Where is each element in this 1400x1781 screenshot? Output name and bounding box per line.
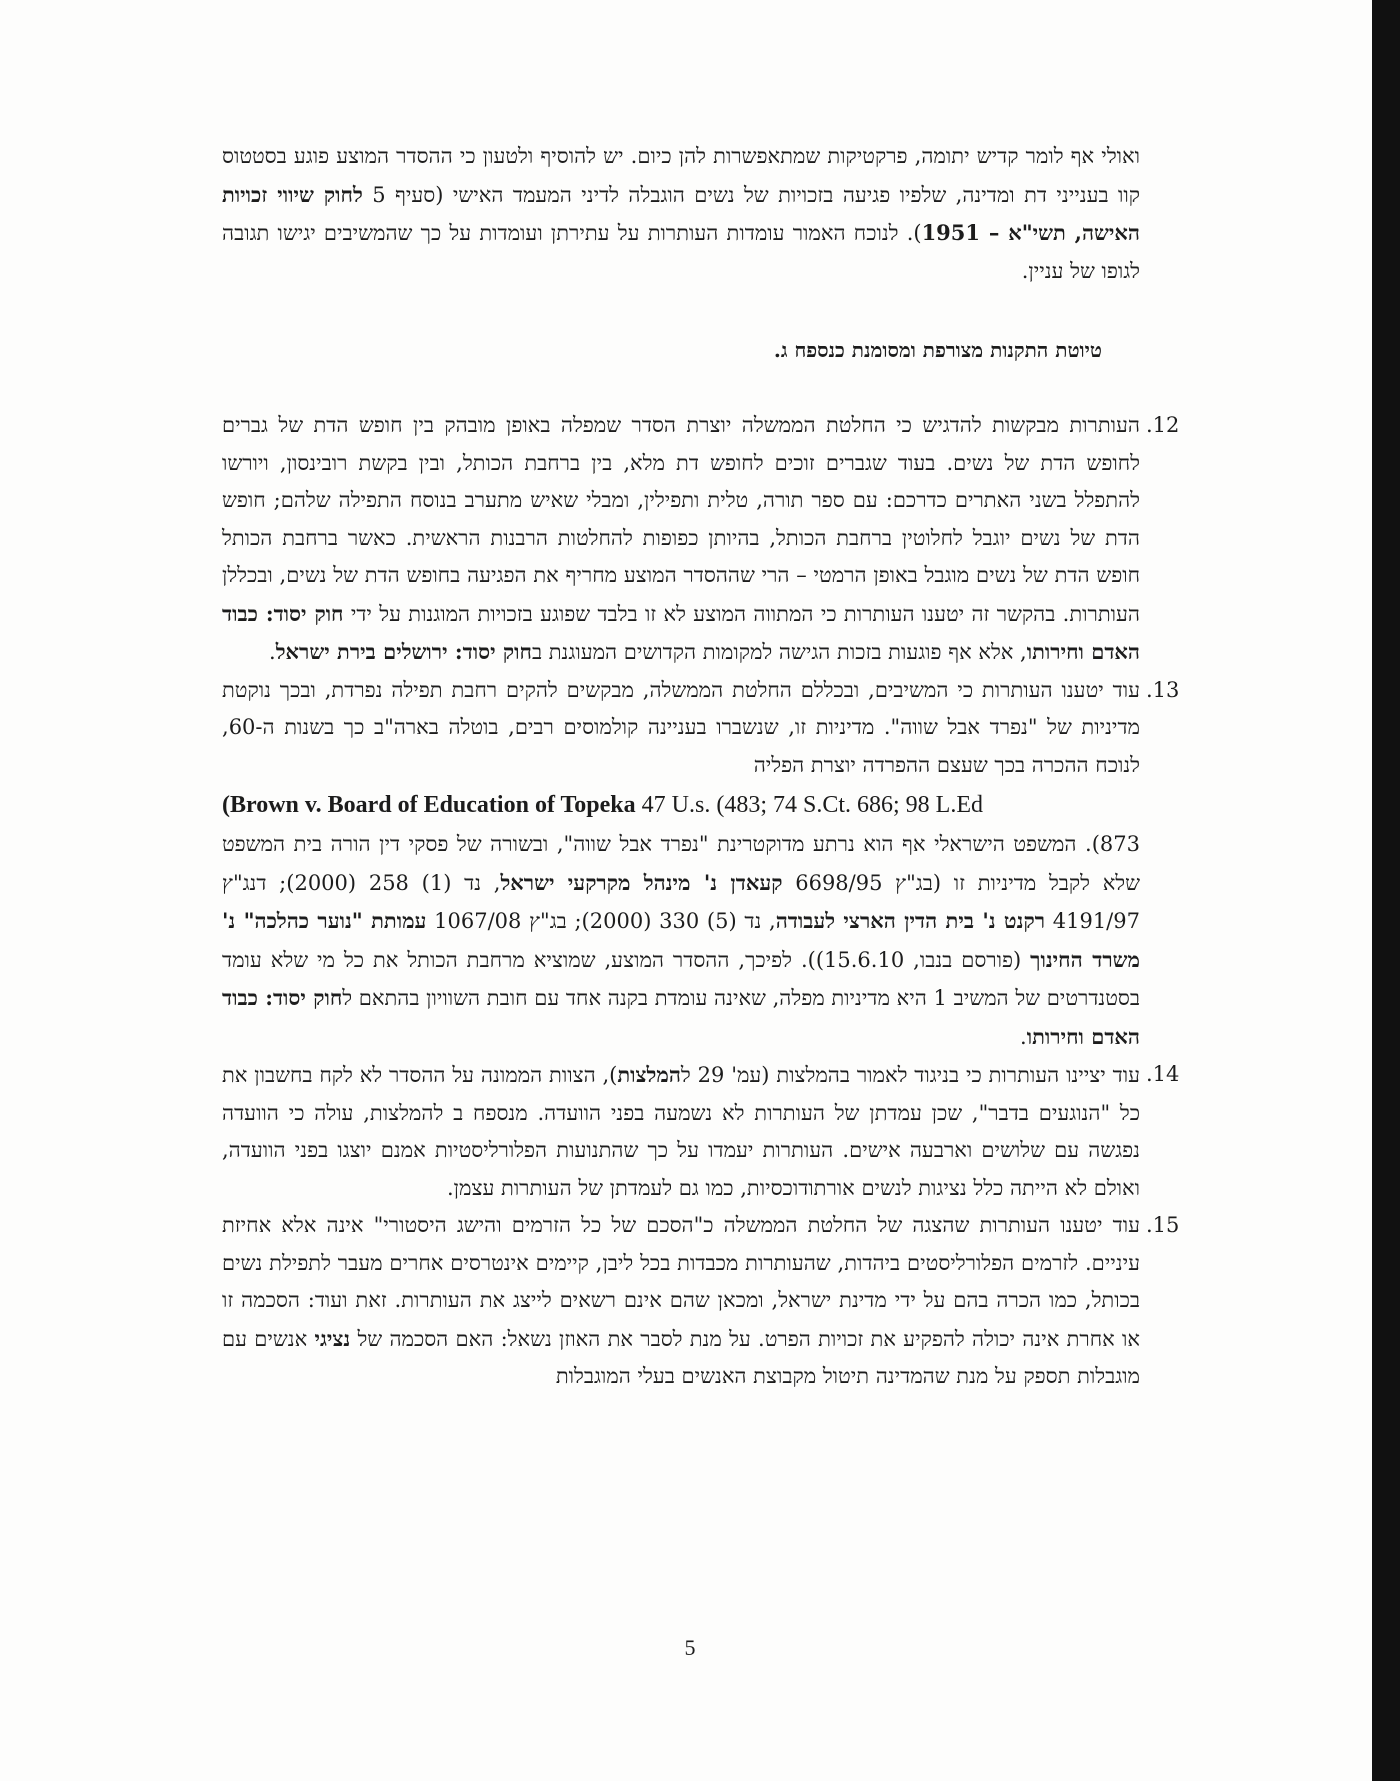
- paragraph-body: [222, 1207, 1140, 1396]
- paragraph-text: עוד יטענו העותרות שהצגה של החלטת הממשלה כ"הסכם של כל הזרמים והישג היסטורי" אינה אלא אחיזת עיניים. לזרמים הפלורליסטים ביהדות, שהעותרות מכבדות בכל ליבן, קיימים אינטרסים אחרים מעבר לתפילת נשים בכותל, כמו הכרה בהם על ידי מדינת ישראל, ומכאן שהם אינם רשאים לייצג את העותרות. זאת ועוד: הסכמה זו או אחרת אינה יכולה להפקיע את זכויות הפרט. על מנת לסבר את האוזן נשאל: האם הסכמה של: [222, 1213, 1140, 1351]
- paragraph-text: העותרות מבקשות להדגיש כי החלטת הממשלה יוצרת הסדר שמפלה באופן מובהק בין חופש הדת של גברים לחופש הדת של נשים. בעוד שגברים זוכים לחופש דת מלא, בין ברחבת הכותל, ובין בקשת רובינסון, ויורשו להתפלל בשני האתרים כדרכם: עם ספר תורה, טלית ותפילין, ומבלי שאיש מתערב בנוסח התפילה שלהם; חופש הדת של נשים יוגבל לחלוטין ברחבת הכותל, בהיותן כפופות להחלטות הרבנות הראשית. כאשר ברחבת הכותל חופש הדת של נשים מוגבל באופן הרמטי – הרי שההסדר המוצע מחריף את הפגיעה בחופש הדת של נשים, ובכללן העותרות. בהקשר זה יטענו העותרות כי המתווה המוצע לא זו בלבד שפוגע בזכויות המוגנות על ידי: [222, 413, 1140, 626]
- paragraph-13: [222, 672, 1180, 1057]
- case-name: קעאדן נ' מינהל מקרקעי ישראל: [500, 869, 783, 895]
- case-citation-reference: 47 U.s. (483; 74 S.Ct. 686; 98 L.Ed: [635, 792, 983, 818]
- paragraph-text: עוד יטענו העותרות כי המשיבים, ובכללם החלטת הממשלה, מבקשים להקים רחבת תפילה נפרדת, ובכך נוקטת מדיניות של "נפרד אבל שווה". מדיניות זו, שנשברו בעניינה קולמוסים רבים, בוטלה בארה"ב כך בשנות ה-60, לנוכח ההכרה בכך שעצם ההפרדה יוצרת הפליה: [222, 677, 1140, 777]
- paragraph-number: .12: [1146, 413, 1180, 437]
- law-reference: חוק יסוד: ירושלים בירת ישראל: [275, 639, 532, 664]
- paragraph-body: [222, 672, 1140, 1057]
- paragraph-number: .13: [1146, 677, 1180, 702]
- law-reference-women-equal-rights: לחוק שיווי זכויות האישה, תשי"א – 1951: [222, 181, 1140, 245]
- document-reference: המלצות: [617, 1062, 681, 1087]
- paragraph-12: [222, 407, 1180, 672]
- paragraph-number: .15: [1146, 1213, 1180, 1237]
- scan-dark-edge: [1372, 0, 1400, 1781]
- intro-paragraph: [222, 138, 1140, 290]
- paragraph-number: .14: [1146, 1062, 1180, 1086]
- paragraph-body: [222, 1056, 1140, 1207]
- case-name: רקנט נ' בית הדין הארצי לעבודה: [775, 908, 1046, 933]
- paragraph-text: (פורסם בנבו, 15.6.10)). לפיכך, ההסדר המוצע, שמוציא מרחבת הכותל את כל מי שלא עומד בסטנדרטים של המשיב 1 היא מדיניות מפלה, שאינה עומדת בקנה אחד עם חובת השוויון בהתאם ל: [222, 947, 1140, 1010]
- intro-text-2: ). לנוכח האמור עומדות העותרות על עתירתן ועומדות על כך שהמשיבים יגישו תגובה לגופו של עניין.: [222, 221, 1140, 283]
- intro-text-1: ואולי אף לומר קדיש יתומה, פרקטיקות שמתאפשרות להן כיום. יש להוסיף ולטעון כי ההסדר המוצע פוגע בסטטוס קוו בענייני דת ומדינה, שלפיו פגיעה בזכויות של נשים הוגבלה לדיני המעמד האישי (סעיף 5: [222, 144, 1141, 207]
- emphasized-word: נציגי: [314, 1325, 351, 1351]
- paragraph-text: אנשים עם מוגבלות תספק על מנת שהמדינה תיטול מקבוצת האנשים בעלי המוגבלות: [222, 1326, 1140, 1388]
- paragraph-15: [222, 1207, 1180, 1396]
- page-number: 5: [684, 1635, 696, 1660]
- case-name: עמותת "נוער כהלכה" נ' משרד החינוך: [222, 908, 1141, 972]
- paragraph-14: [222, 1056, 1180, 1207]
- paragraph-body: [222, 407, 1140, 672]
- numbered-paragraphs: [222, 407, 1180, 1396]
- paragraph-text: ), הצוות הממונה על ההסדר לא לקח בחשבון את כל "הנוגעים בדבר", שכן עמדתן של העותרות לא נשמעה בפני הוועדה. מנספח ב להמלצות, עולה כי הוועדה נפגשה עם שלושים וארבעה אישים. העותרות יעמדו על כך שהתנועות הפלורליסטיות אמנם יוצגו בפני הוועדה, ואולם לא הייתה כלל נציגות לנשים אורתודוכסיות, כמו גם לעמדתן של העותרות עצמן.: [222, 1063, 1140, 1200]
- paragraph-text: , אלא אף פוגעות בזכות הגישה למקומות הקדושים המעוגנת ב: [531, 640, 1027, 664]
- paragraph-text: , נד (1) 258 (2000); דנג"ץ 4191/97: [222, 870, 1140, 933]
- case-citation-name: (Brown v. Board of Education of Topeka: [222, 792, 636, 818]
- paragraph-text: .: [1020, 1024, 1027, 1049]
- law-reference: חוק יסוד: כבוד האדם וחירותו: [222, 985, 1140, 1049]
- law-reference: חוק יסוד: כבוד האדם וחירותו: [222, 600, 1140, 664]
- appendix-note: טיוטת התקנות מצורפת ומסומנת כנספח ג.: [773, 338, 1102, 362]
- paragraph-text: , נד (5) 330 (2000); בג"ץ 1067/08: [426, 909, 776, 933]
- paragraph-text: 873). המשפט הישראלי אף הוא נרתע מדוקטרינת "נפרד אבל שווה", ובשורה של פסקי דין הורה בית המשפט שלא לקבל מדיניות זו (בג"ץ 6698/95: [222, 832, 1140, 895]
- case-citation-line: [222, 784, 1140, 826]
- paragraph-text: .: [269, 640, 276, 664]
- paragraph-text: עוד יציינו העותרות כי בניגוד לאמור בהמלצות (עמ' 29 ל: [680, 1063, 1141, 1087]
